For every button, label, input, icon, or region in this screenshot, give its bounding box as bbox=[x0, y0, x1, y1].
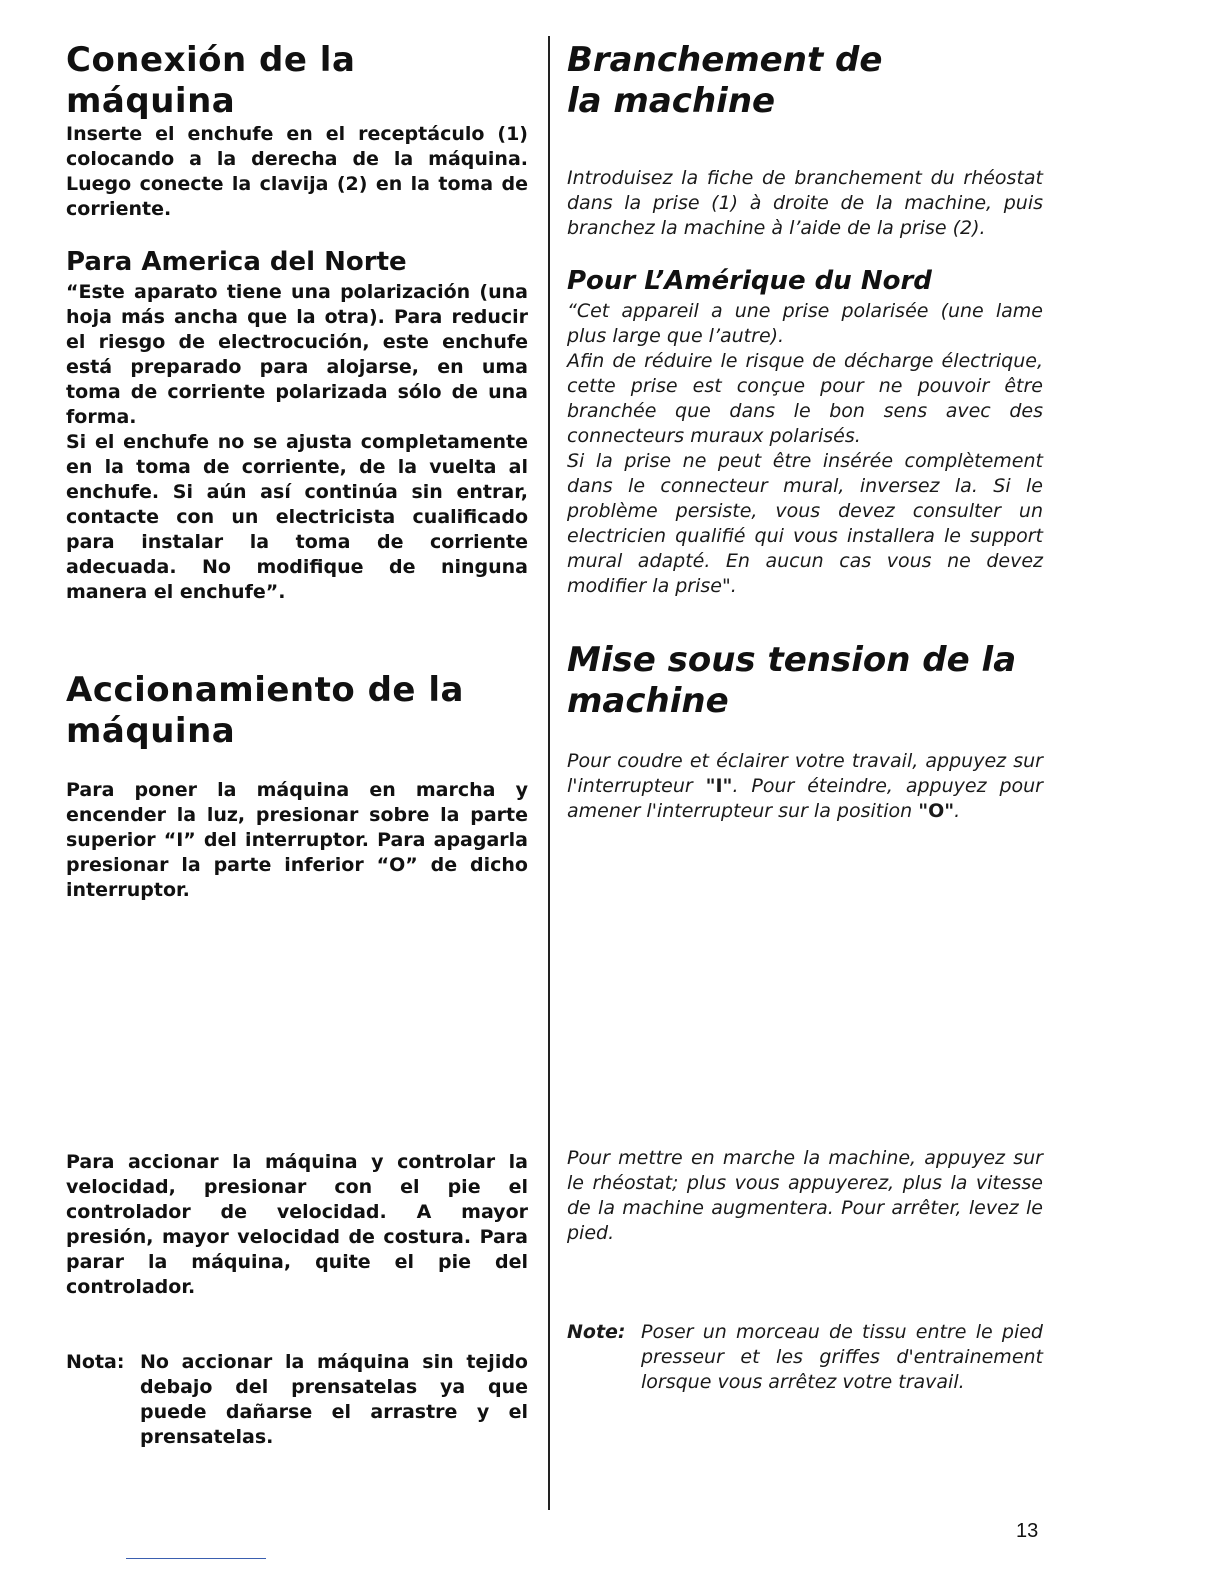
fr-nord-paragraph-1: “Cet appareil a une prise polarisée (une lame plus large que l’autre). bbox=[567, 300, 1043, 347]
fr-tension-text-a: Pour coudre et éclairer votre travail, appuyez sur l'interrupteur bbox=[567, 750, 1043, 797]
es-nota-text: No accionar la máquina sin tejido debajo del prensatelas ya que puede dañarse el arrastre y el prensatelas. bbox=[140, 1351, 528, 1448]
es-nota bbox=[66, 1350, 528, 1450]
es-norte-paragraph-2: Si el enchufe no se ajusta completamente en la toma de corriente, de la vuelta al enchufe. Si aún así continúa sin entrar, contacte con un electricista cualificado para instalar la toma de corriente adecuada. No modifique de ninguna manera el enchufe”. bbox=[66, 431, 528, 603]
fr-branchement-title: Branchement de la machine bbox=[567, 40, 883, 121]
fr-switch-on-mark: "I" bbox=[705, 775, 733, 797]
fr-nord-paragraph-2: Afin de réduire le risque de décharge électrique, cette prise est conçue pour ne pouvoir être branchée que dans le bon sens avec des connecteurs muraux polarisés. bbox=[567, 350, 1043, 447]
fr-tension-body bbox=[567, 749, 1043, 824]
fr-note-text: Poser un morceau de tissu entre le pied presseur et les griffes d'entrainement lorsque vous arrêtez votre travail. bbox=[641, 1321, 1043, 1393]
es-nota-label: Nota: bbox=[66, 1351, 125, 1373]
es-pedal-body: Para accionar la máquina y controlar la velocidad, presionar con el pie el controlador de velocidad. A mayor presión, mayor velocidad de costura. Para parar la máquina, quite el pie del controlador. bbox=[66, 1151, 528, 1298]
es-norte-paragraph-1: “Este aparato tiene una polarización (una hoja más ancha que la otra). Para reducir el riesgo de electrocución, este enchufe está preparado para alojarse, en uma toma de corriente polarizada sólo de una forma. bbox=[66, 281, 528, 428]
fr-branchement-body: Introduisez la fiche de branchement du rhéostat dans la prise (1) à droite de la machine, puis branchez la machine à l’aide de la prise (2). bbox=[567, 167, 1043, 239]
fr-note-label: Note: bbox=[567, 1321, 626, 1343]
fr-nord-paragraph-3: Si la prise ne peut être insérée complètement dans le connecteur mural, inversez la. Si le problème persiste, vous devez consulter un electricien qualifié qui vous installera le support mural adapté. En aucun cas vous ne devez modifier la prise". bbox=[567, 450, 1043, 597]
fr-nord-body bbox=[567, 299, 1043, 599]
fr-tension-text-b: . Pour éteindre, appuyez pour amener l'interrupteur sur la position bbox=[567, 775, 1043, 822]
page-number: 13 bbox=[1016, 1520, 1039, 1542]
es-conexion-title: Conexión de la máquina bbox=[66, 40, 356, 121]
es-norte-body bbox=[66, 280, 528, 605]
fr-note bbox=[567, 1320, 1043, 1395]
es-accion-title: Accionamiento de la máquina bbox=[66, 670, 464, 751]
footer-rule bbox=[126, 1558, 266, 1559]
fr-tension-title: Mise sous tension de la machine bbox=[567, 640, 1017, 721]
fr-pedal-body: Pour mettre en marche la machine, appuyez sur le rhéostat; plus vous appuyerez, plus la vitesse de la machine augmentera. Pour arrêter, levez le pied. bbox=[567, 1147, 1043, 1244]
es-conexion-body: Inserte el enchufe en el receptáculo (1) colocando a la derecha de la máquina. Luego conecte la clavija (2) en la toma de corriente. bbox=[66, 123, 528, 220]
column-divider bbox=[548, 36, 550, 1510]
fr-switch-off-mark: "O" bbox=[918, 800, 955, 822]
fr-tension-text-c: . bbox=[954, 800, 961, 822]
es-norte-title: Para America del Norte bbox=[66, 247, 407, 277]
es-accion-body: Para poner la máquina en marcha y encender la luz, presionar sobre la parte superior “I” del interruptor. Para apagarla presionar la parte inferior “O” de dicho interruptor. bbox=[66, 779, 528, 901]
fr-nord-title: Pour L’Amérique du Nord bbox=[567, 266, 932, 296]
